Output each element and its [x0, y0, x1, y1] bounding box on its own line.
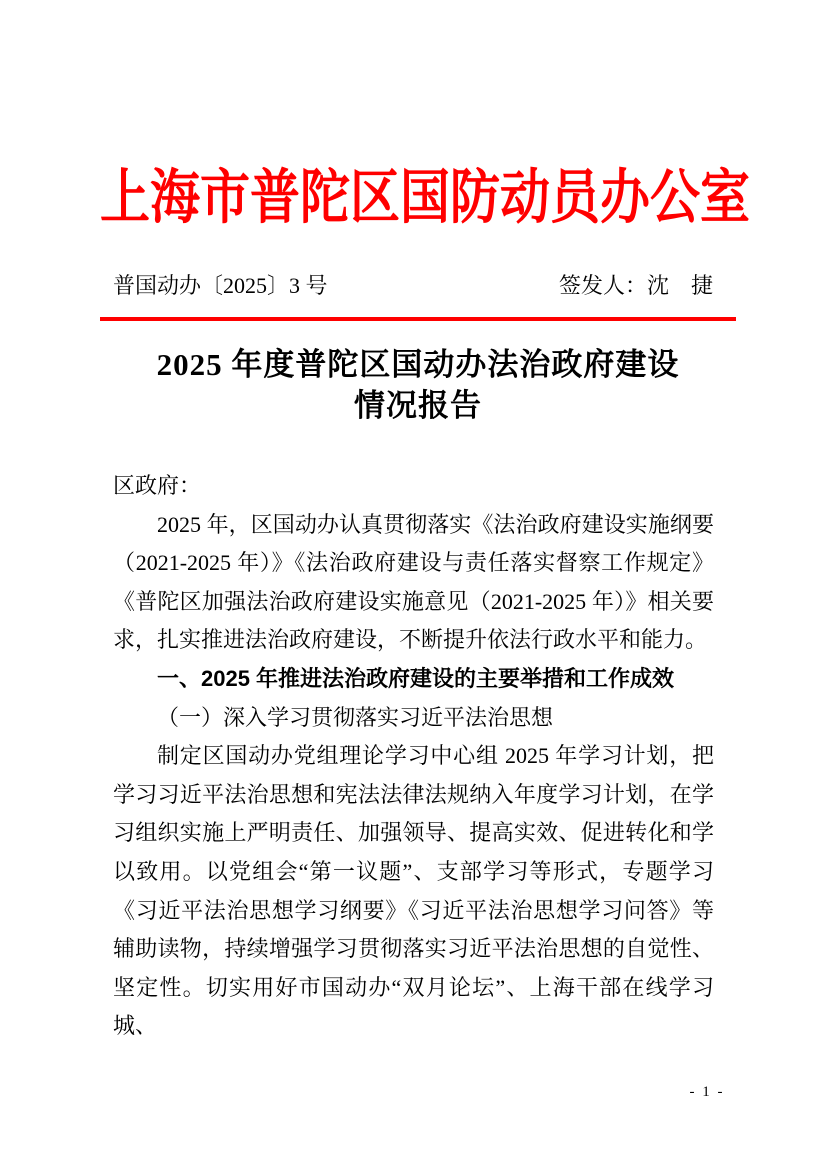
document-title-line1: 2025 年度普陀区国动办法治政府建设: [156, 347, 680, 382]
body-paragraph: 制定区国动办党组理论学习中心组 2025 年学习计划，把学习习近平法治思想和宪法法律法规纳入年度学习计划，在学习组织实施上严明责任、加强领导、提高实效、促进转化和学以致用。以党组会“第一议题”、支部学习等形式，专题学习《习近平法治思想学习纲要》《习近平法治思想学习问答》等辅助读物，持续增强学习贯彻落实习近平法治思想的自觉性、坚定性。切实用好市国动办“双月论坛”、上海干部在线学习城、: [113, 743, 714, 1039]
doc-number: 普国动办〔2025〕3 号: [113, 273, 328, 298]
page-number: - 1 -: [689, 1084, 725, 1100]
subsection-heading: （一）深入学习贯彻落实习近平法治思想: [157, 704, 554, 730]
document-header-org-name: 上海市普陀区国防动员办公室: [100, 164, 750, 231]
red-separator-line: [100, 317, 736, 321]
document-body: [113, 467, 714, 1046]
doc-issuer: 签发人：沈 捷: [558, 273, 713, 298]
document-title-line2: 情况报告: [354, 388, 482, 423]
salutation: 区政府：: [113, 473, 202, 498]
intro-paragraph: 2025 年，区国动办认真贯彻落实《法治政府建设实施纲要（2021-2025 年）》《法治政府建设与责任落实督察工作规定》《普陀区加强法治政府建设实施意见（2021-2025 年）》相关要求，扎实推进法治政府建设，不断提升依法行政水平和能力。: [113, 511, 714, 653]
doc-meta-row: [113, 272, 713, 300]
document-title: [100, 344, 736, 426]
section-heading: 一、2025 年推进法治政府建设的主要举措和工作成效: [157, 665, 675, 691]
